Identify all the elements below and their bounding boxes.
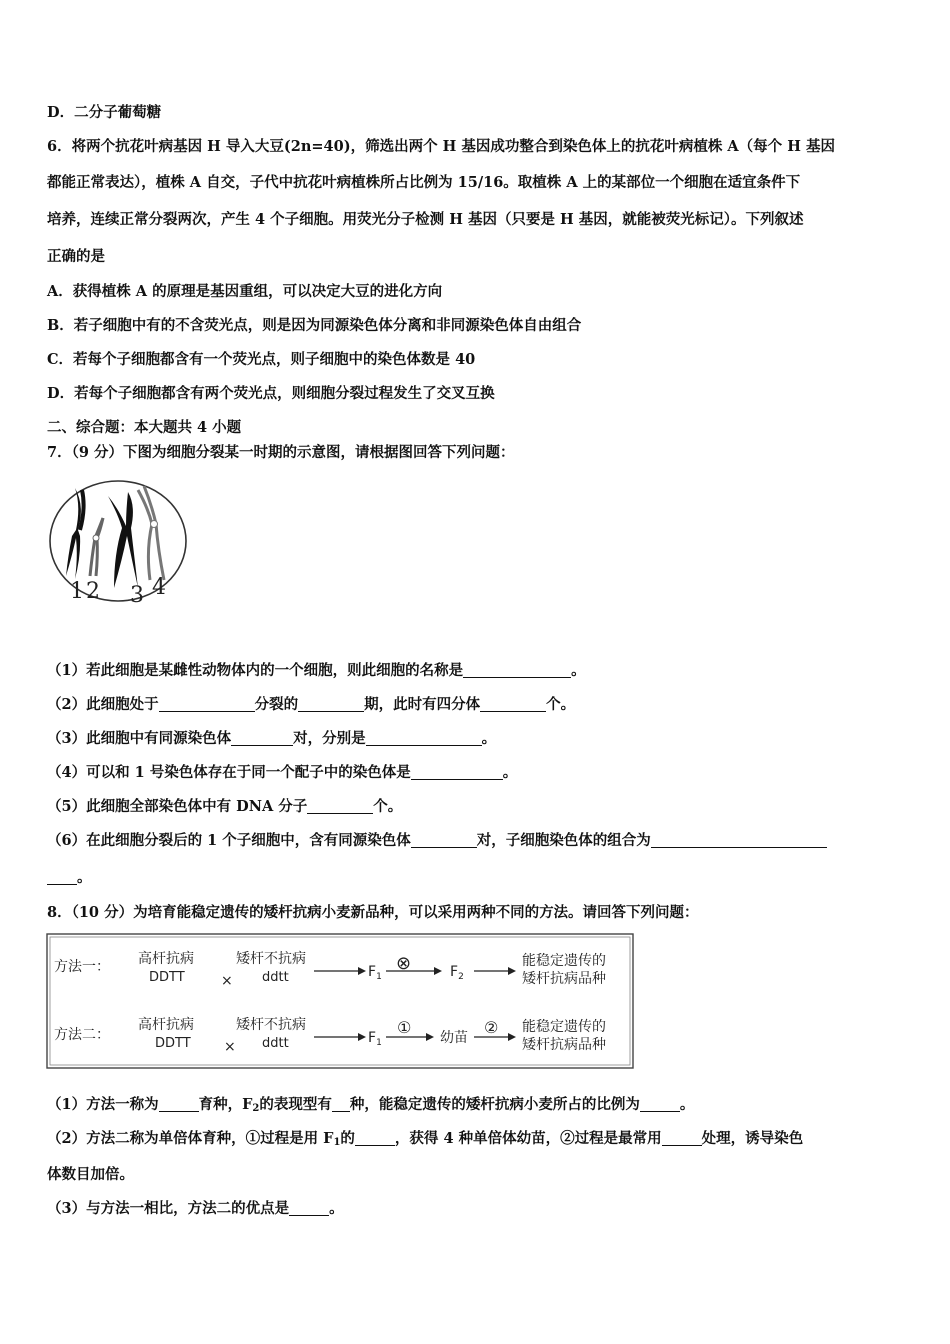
method1-f2: $F_2$ (450, 964, 464, 982)
method1-tall-resistant: 高杆抗病 (138, 951, 194, 967)
answer-blank[interactable] (366, 730, 482, 746)
q8-part2-continued: 体数目加倍。 (47, 1166, 134, 1183)
chromosome-3 (108, 492, 138, 588)
cell-division-figure (48, 476, 193, 606)
method1-tall-genotype: DDTT (149, 970, 185, 985)
method2-seedling: 幼苗 (440, 1030, 468, 1046)
answer-blank[interactable] (651, 832, 827, 848)
q6-option-b: B．若子细胞中有的不含荧光点，则是因为同源染色体分离和非同源染色体自由组合 (47, 317, 582, 334)
method2-short-susceptible: 矮杆不抗病 (236, 1017, 306, 1033)
answer-blank[interactable] (355, 1130, 395, 1146)
q7-part1: （1）若此细胞是某雌性动物体内的一个细胞，则此细胞的名称是 。 (47, 662, 586, 679)
section-heading: 二、综合题：本大题共 4 小题 (47, 419, 242, 436)
method2-result-line2: 矮杆抗病品种 (522, 1037, 606, 1053)
answer-blank[interactable] (159, 1096, 199, 1112)
q5-option-d: D．二分子葡萄糖 (47, 104, 162, 121)
method2-step2: ② (484, 1018, 499, 1037)
method1-short-genotype: ddtt (262, 970, 289, 985)
method2-step1: ① (397, 1018, 412, 1037)
chromosome-label-2: 2 (86, 579, 100, 604)
q8-part1: （1）方法一称为 育种，$F_2$的表现型有 种，能稳定遗传的矮杆抗病小麦所占的比例为 。 (47, 1096, 695, 1114)
q6-stem-line1: 6．将两个抗花叶病基因 H 导入大豆(2n=40)，筛选出两个 H 基因成功整合到染色体上的抗花叶病植株 A（每个 H 基因 (47, 138, 835, 155)
q7-part3: （3）此细胞中有同源染色体 对，分别是 。 (47, 730, 497, 747)
answer-blank[interactable] (640, 1096, 680, 1112)
method2-tall-genotype: DDTT (155, 1036, 191, 1051)
chromosome-2 (90, 518, 103, 576)
method1-short-susceptible: 矮杆不抗病 (236, 951, 306, 967)
chromosome-label-1: 1 (70, 579, 84, 604)
q7-part6-continued: 。 (47, 868, 92, 888)
answer-blank[interactable] (231, 730, 293, 746)
chromosome-label-4: 4 (152, 575, 166, 600)
breeding-method-diagram (46, 933, 636, 1071)
answer-blank[interactable] (298, 696, 364, 712)
q6-option-c: C．若每个子细胞都含有一个荧光点，则子细胞中的染色体数是 40 (47, 351, 476, 368)
q6-option-d: D．若每个子细胞都含有两个荧光点，则细胞分裂过程发生了交叉互换 (47, 385, 495, 402)
method2-short-genotype: ddtt (262, 1036, 289, 1051)
chromosome-label-3: 3 (130, 583, 144, 606)
answer-blank[interactable] (332, 1096, 350, 1112)
method2-result-line1: 能稳定遗传的 (522, 1019, 606, 1035)
q7-part2: （2）此细胞处于 分裂的 期，此时有四分体 个。 (47, 696, 576, 713)
method1-cross-symbol: × (221, 973, 233, 989)
method1-result-line2: 矮杆抗病品种 (522, 971, 606, 987)
method2-f1: $F_1$ (368, 1030, 382, 1048)
answer-blank[interactable] (662, 1130, 702, 1146)
chromosome-4 (138, 486, 164, 580)
answer-blank[interactable] (307, 798, 373, 814)
answer-blank[interactable] (463, 662, 571, 678)
answer-blank[interactable] (411, 832, 477, 848)
q7-part6: （6）在此细胞分裂后的 1 个子细胞中，含有同源染色体 对，子细胞染色体的组合为 (47, 831, 827, 851)
q8-part2: （2）方法二称为单倍体育种，①过程是用 $F_1$的 ，获得 4 种单倍体幼苗，②过程是最常用 处理，诱导染色 (47, 1130, 804, 1148)
q7-part4: （4）可以和 1 号染色体存在于同一个配子中的染色体是 。 (47, 764, 518, 781)
chromosome-1 (66, 488, 84, 579)
answer-blank[interactable] (480, 696, 546, 712)
q6-option-a: A．获得植株 A 的原理是基因重组，可以决定大豆的进化方向 (47, 283, 443, 300)
method1-f1: $F_1$ (368, 964, 382, 982)
q6-stem-line4: 正确的是 (47, 248, 105, 265)
answer-blank[interactable] (159, 696, 255, 712)
method2-label: 方法二： (54, 1027, 110, 1043)
method2-tall-resistant: 高杆抗病 (138, 1017, 194, 1033)
answer-blank[interactable] (289, 1200, 329, 1216)
q7-stem: 7．（9 分）下图为细胞分裂某一时期的示意图，请根据图回答下列问题： (47, 444, 515, 461)
method2-cross-symbol: × (224, 1039, 236, 1055)
method1-result-line1: 能稳定遗传的 (522, 953, 606, 969)
q8-part3: （3）与方法一相比，方法二的优点是 。 (47, 1200, 344, 1217)
answer-blank[interactable] (47, 869, 77, 885)
selfing-icon: ⊗ (396, 953, 412, 974)
q8-stem: 8．（10 分）为培育能稳定遗传的矮杆抗病小麦新品种，可以采用两种不同的方法。请回答下列问题： (47, 904, 699, 921)
method1-label: 方法一： (54, 959, 110, 975)
q6-stem-line3: 培养，连续正常分裂两次，产生 4 个子细胞。用荧光分子检测 H 基因（只要是 H 基因，就能被荧光标记）。下列叙述 (47, 211, 804, 228)
q7-part5: （5）此细胞全部染色体中有 DNA 分子 个。 (47, 798, 403, 815)
answer-blank[interactable] (411, 764, 503, 780)
q6-stem-line2: 都能正常表达），植株 A 自交，子代中抗花叶病植株所占比例为 15/16。取植株 A 上的某部位一个细胞在适宜条件下 (47, 174, 801, 191)
